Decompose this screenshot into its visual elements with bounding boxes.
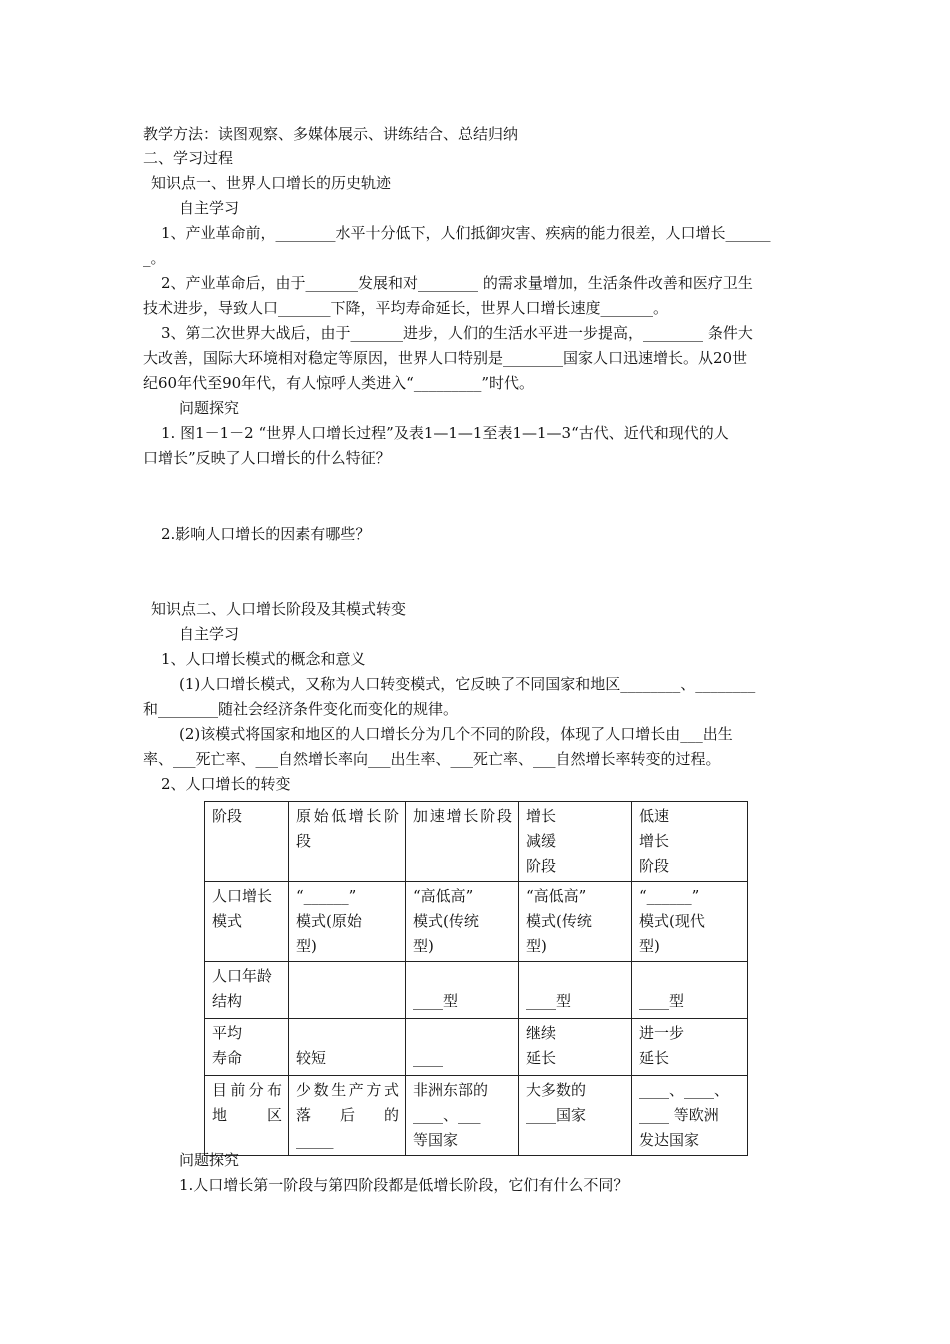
question-3-line-3: 纪60年代至90年代，有人惊呼人类进入“_________”时代。 — [143, 374, 535, 392]
table-cell: ____、____、 ____ 等欧洲 发达国家 — [632, 1076, 748, 1156]
table-row — [205, 1019, 748, 1076]
table-cell: “高低高” 模式(传统 型) — [406, 882, 519, 962]
model-item-2-line-1: (2)该模式将国家和地区的人口增长分为几个不同的阶段，体现了人口增长由___出生 — [179, 725, 733, 743]
table-row — [205, 1076, 748, 1156]
inquiry-1-line-1: 1. 图1－1－2 “世界人口增长过程”及表1—1—1至表1—1—3“古代、近代和现代的人 — [161, 424, 729, 442]
model-item-2-line-2: 率、___死亡率、___自然增长率向___出生率、___死亡率、___自然增长率转变的过程。 — [143, 750, 721, 768]
table-cell: ____型 — [406, 962, 519, 1019]
table-cell: 增长 减缓 阶段 — [519, 802, 632, 882]
question-1-line-1: 1、产业革命前，________水平十分低下，人们抵御灾害、疾病的能力很差，人口增长______ — [161, 224, 771, 242]
table-cell: 加速增长阶段 — [406, 802, 519, 882]
inquiry-1-line-2: 口增长”反映了人口增长的什么特征？ — [143, 449, 391, 467]
teaching-method: 教学方法：读图观察、多媒体展示、讲练结合、总结归纳 — [143, 125, 519, 143]
inquiry-2: 2.影响人口增长的因素有哪些？ — [161, 525, 371, 543]
model-item-1-line-1: (1)人口增长模式，又称为人口转变模式，它反映了不同国家和地区________、________ — [179, 675, 756, 693]
table-cell: 原始低增长阶段 — [289, 802, 406, 882]
table-cell: 继续 延长 — [519, 1019, 632, 1076]
table-cell: 阶段 — [205, 802, 289, 882]
population-model-table — [204, 801, 748, 1156]
table-cell: “______” 模式(原始 型) — [289, 882, 406, 962]
table-cell: ____ — [406, 1019, 519, 1076]
table-cell: “高低高” 模式(传统 型) — [519, 882, 632, 962]
model-concept-heading: 1、人口增长模式的概念和意义 — [161, 650, 366, 668]
inquiry-heading-1: 问题探究 — [179, 399, 240, 417]
knowledge-point-1-title: 知识点一、世界人口增长的历史轨迹 — [151, 174, 392, 192]
transition-heading: 2、人口增长的转变 — [161, 775, 291, 793]
table-cell: 较短 — [289, 1019, 406, 1076]
knowledge-point-2-title: 知识点二、人口增长阶段及其模式转变 — [151, 600, 407, 618]
table-row — [205, 882, 748, 962]
self-study-heading-2: 自主学习 — [179, 625, 240, 643]
final-question: 1.人口增长第一阶段与第四阶段都是低增长阶段，它们有什么不同？ — [179, 1176, 629, 1194]
table-row — [205, 802, 748, 882]
table-cell: 少数生产方式落后的 _____ — [289, 1076, 406, 1156]
table-cell: 人口增长模式 — [205, 882, 289, 962]
inquiry-heading-2: 问题探究 — [179, 1151, 240, 1169]
question-2-line-1: 2、产业革命后，由于_______发展和对________ 的需求量增加，生活条件改善和医疗卫生 — [161, 274, 753, 292]
table-cell: ____型 — [519, 962, 632, 1019]
table-cell: 进一步 延长 — [632, 1019, 748, 1076]
question-2-line-2: 技术进步，导致人口_______下降，平均寿命延长，世界人口增长速度_______。 — [143, 299, 669, 317]
table-cell — [289, 962, 406, 1019]
question-3-line-1: 3、第二次世界大战后，由于_______进步，人们的生活水平进一步提高，________ 条件大 — [161, 324, 753, 342]
model-item-1-line-2: 和________随社会经济条件变化而变化的规律。 — [143, 700, 459, 718]
question-3-line-2: 大改善，国际大环境相对稳定等原因，世界人口特别是________国家人口迅速增长。从20世 — [143, 349, 748, 367]
table-cell: ____型 — [632, 962, 748, 1019]
table-cell: 非洲东部的 ____、___ 等国家 — [406, 1076, 519, 1156]
section-learning-process: 二、学习过程 — [143, 149, 234, 167]
table-cell: 低速 增长 阶段 — [632, 802, 748, 882]
table-cell: 人口年龄结构 — [205, 962, 289, 1019]
table-cell: “______” 模式(现代 型) — [632, 882, 748, 962]
table-cell: 目前分布地区 — [205, 1076, 289, 1156]
table-cell: 大多数的 ____国家 — [519, 1076, 632, 1156]
table-row — [205, 962, 748, 1019]
question-1-line-2: _。 — [143, 249, 166, 267]
table-cell: 平均 寿命 — [205, 1019, 289, 1076]
self-study-heading-1: 自主学习 — [179, 199, 240, 217]
